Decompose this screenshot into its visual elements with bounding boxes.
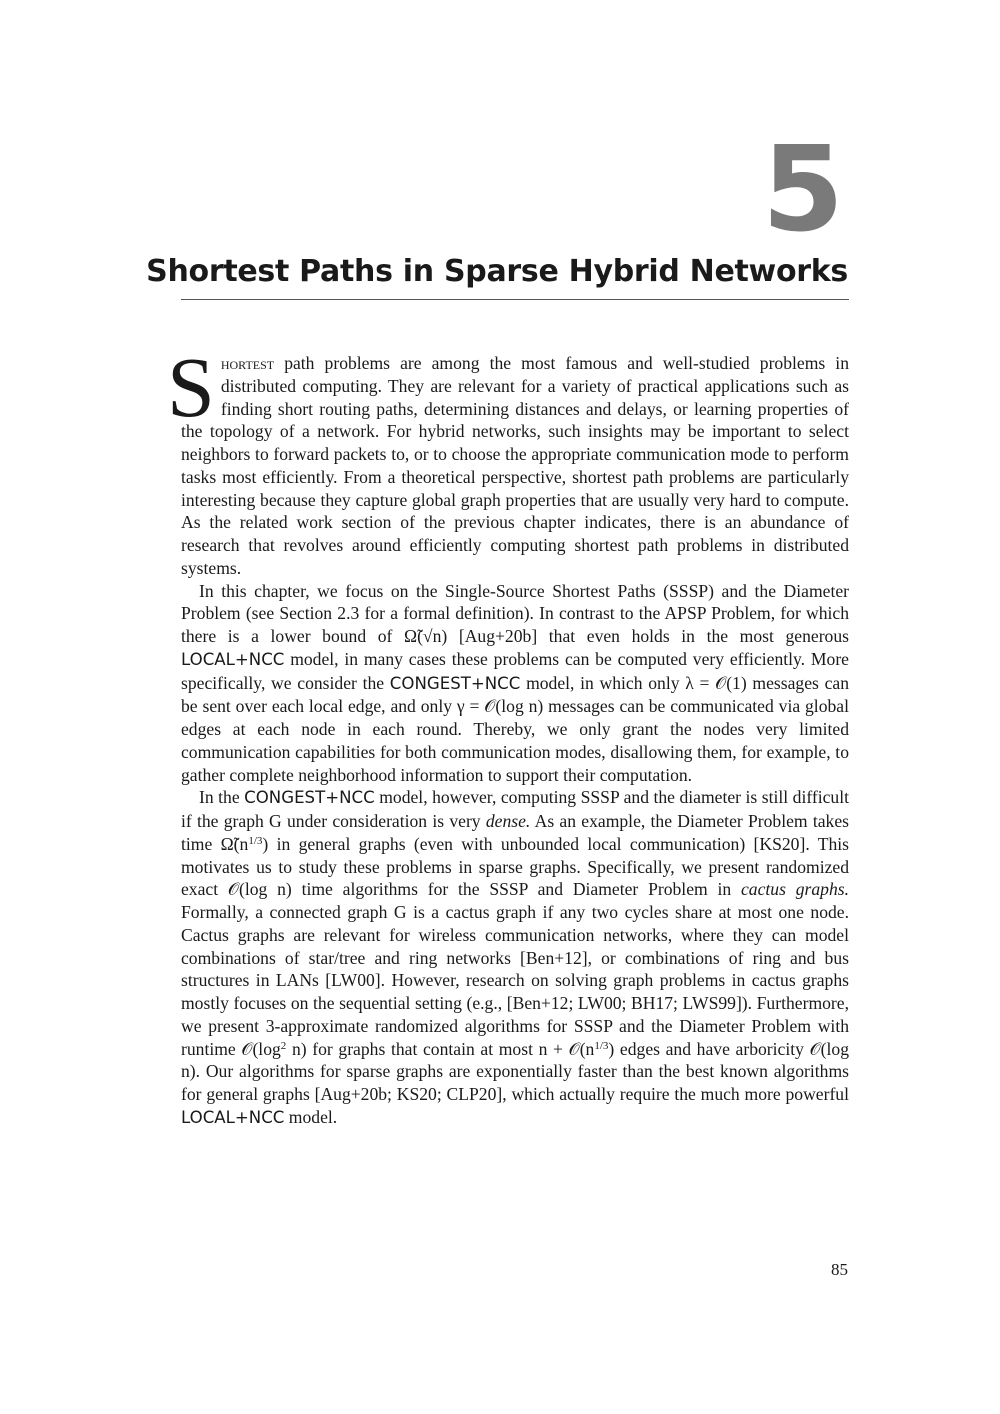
emphasis: cactus graphs. xyxy=(740,879,850,900)
paragraph-3-text-i: model. xyxy=(284,1106,338,1127)
paragraph-1 xyxy=(167,339,849,580)
paragraph-3-text-f: Formally, a connected graph G is a cactus graph if any two cycles share at most one node. Cactus graphs are relevant for wireless communication networks, where they can model combinations of star/tree and ring networks [Ben+12], or combinations of ring and bus structures in LANs [LW00]. However, research on solving graph problems in cactus graphs mostly focuses on the sequential setting (e.g., [Ben+12; LW00; BH17; LWS99]). Furthermore, we present 3-approximate randomized algorithms for SSSP and the Diameter Problem with runtime 𝒪(log xyxy=(181,902,849,1059)
title-rule xyxy=(181,299,849,300)
paragraph-3-text-a: In the xyxy=(199,787,245,808)
paragraph-2 xyxy=(181,580,849,787)
model-name: LOCAL+NCC xyxy=(181,1107,285,1127)
paragraph-3 xyxy=(181,786,849,1129)
paragraph-1-text: path problems are among the most famous and well-studied problems in distributed computing. They are relevant for a variety of practical applications such as finding short routing paths, determining distances and delays, or learning properties of the topology of a network. For hybrid networks, such insights may be important to select neighbors to forward packets to, or to choose the appropriate communication mode to perform tasks most efficiently. From a theoretical perspective, shortest path problems are particularly interesting because they capture global graph properties that are usually very hard to compute. As the related work section of the previous chapter indicates, there is an abundance of research that revolves around efficiently computing shortest path problems in distributed systems. xyxy=(181,353,849,578)
paragraph-2-text-c: model, in which only λ = 𝒪(1) messages can be sent over each local edge, and only γ = 𝒪(log n) messages can be communicated via global edges at each node in each round. Thereby, we only grant the nodes very limited communication capabilities for both communication modes, disallowing them, for example, to gather complete neighborhood information to support their computation. xyxy=(181,672,849,785)
body-text xyxy=(167,339,850,1130)
exponent: 2 xyxy=(280,1039,287,1052)
paragraph-3-text-b: model, however, computing SSSP and the diameter is still difficult if the graph G under consideration is very xyxy=(181,787,850,831)
emphasis: dense. xyxy=(485,811,531,831)
model-name: CONGEST+NCC xyxy=(244,788,375,808)
paragraph-2-text-b: model, in many cases these problems can be computed very efficiently. More specifically, we consider the xyxy=(181,648,849,693)
paragraph-3-text-d: ) in general graphs (even with unbounded local communication) [KS20]. This motivates us to study these problems in sparse graphs. Specifically, we present randomized exact 𝒪(log n) time algorithms for the SSSP and Diameter Problem in xyxy=(181,833,849,900)
chapter-number: 5 xyxy=(761,120,844,258)
lead-word: hortest xyxy=(220,353,275,373)
page-number: 85 xyxy=(831,1260,848,1279)
model-name: CONGEST+NCC xyxy=(389,673,521,693)
model-name: LOCAL+NCC xyxy=(181,649,285,669)
drop-cap: S xyxy=(167,339,215,435)
chapter-title: Shortest Paths in Sparse Hybrid Networks xyxy=(146,254,848,289)
paragraph-3-text-h: ) edges and have arboricity 𝒪(log n). Our algorithms for sparse graphs are exponentially faster than the best known algorithms for general graphs [Aug+20b; KS20; CLP20], which actually require the much more powerful xyxy=(181,1038,849,1104)
exponent: 1/3 xyxy=(248,834,263,847)
paragraph-2-text-a: In this chapter, we focus on the Single-Source Shortest Paths (SSSP) and the Diameter Problem (see Section 2.3 for a formal definition). In contrast to the APSP Problem, for which there is a lower bound of Ω̃(√n) [Aug+20b] that even holds in the most generous xyxy=(181,580,849,646)
exponent: 1/3 xyxy=(594,1039,609,1052)
paragraph-3-text-g: n) for graphs that contain at most n + 𝒪(n xyxy=(286,1038,595,1059)
paragraph-3-text-c: As an example, the Diameter Problem takes time Ω̃(n xyxy=(181,811,850,854)
